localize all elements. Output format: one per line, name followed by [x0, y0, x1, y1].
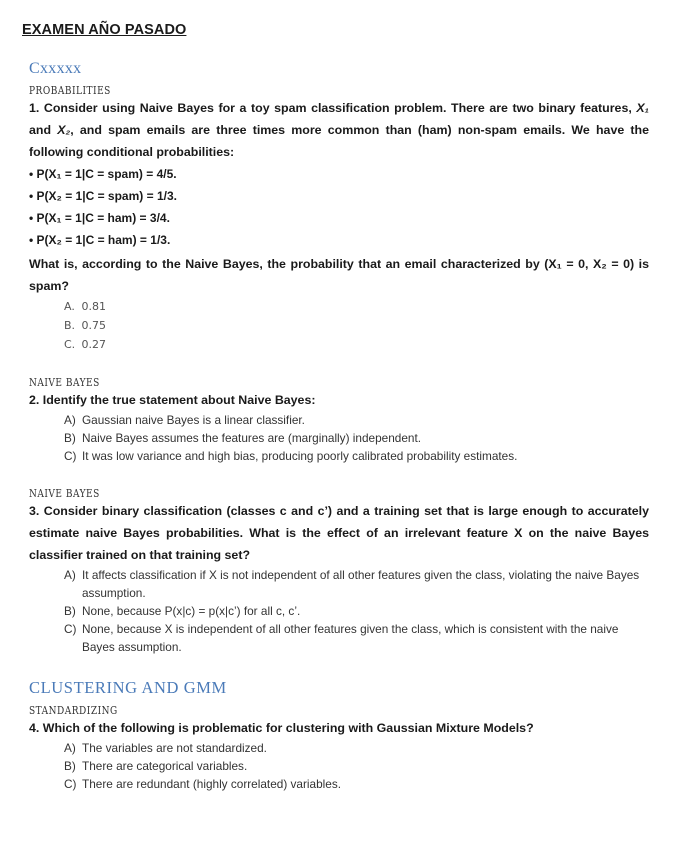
answer-option	[64, 620, 649, 656]
question-text	[29, 389, 649, 411]
question-number: 1.	[29, 101, 40, 115]
option-text: It affects classification if X is not independent of all other features given the class, violating the naive Bayes assumption.	[82, 568, 640, 600]
question-text-part: Consider using Naive Bayes for a toy spam classification problem. There are two binary features,	[43, 101, 637, 115]
question-text	[29, 97, 649, 163]
answer-option	[64, 447, 649, 465]
question-text	[29, 500, 649, 566]
option-letter: A)	[64, 413, 76, 427]
question-text-body: Identify the true statement about Naive Bayes:	[42, 393, 316, 407]
answer-option	[64, 316, 649, 335]
answer-option	[64, 429, 649, 447]
answer-option	[64, 602, 649, 620]
option-letter: B)	[64, 604, 76, 618]
option-text: The variables are not standardized.	[82, 741, 267, 755]
document-title: EXAMEN AÑO PASADO	[22, 22, 187, 38]
option-letter: A)	[64, 741, 76, 755]
option-text: 0.81	[81, 300, 106, 313]
question-3	[29, 500, 649, 656]
option-text: Naive Bayes assumes the features are (marginally) independent.	[82, 431, 422, 445]
section-heading: CLUSTERING AND GMM	[29, 678, 227, 697]
math-variable: X₂	[57, 123, 71, 137]
handwritten-tag: STANDARDIZING	[29, 705, 118, 718]
option-text: It was low variance and high bias, producing poorly calibrated probability estimates.	[82, 449, 518, 463]
answer-option	[64, 411, 649, 429]
question-2	[29, 389, 649, 465]
option-text: 0.75	[81, 319, 106, 332]
question-number: 2.	[29, 393, 40, 407]
option-text: 0.27	[81, 338, 106, 351]
question-followup: What is, according to the Naive Bayes, the probability that an email characterized by (X₁ = 0, X₂ = 0) is spam?	[29, 257, 649, 293]
option-text: None, because X is independent of all other features given the class, which is consistent with the naive Bayes assumption.	[82, 622, 619, 654]
option-text: Gaussian naive Bayes is a linear classifier.	[82, 413, 305, 427]
handwritten-tag: NAIVE BAYES	[29, 488, 100, 501]
document-page	[22, 18, 652, 793]
question-text	[29, 717, 649, 739]
probability-item: • P(X₂ = 1|C = spam) = 1/3.	[29, 189, 177, 203]
option-letter: A.	[64, 300, 75, 313]
question-text-part: , and spam emails are three times more common than (ham) non-spam emails. We have the following conditional probabilities:	[29, 123, 650, 159]
option-letter: C)	[64, 777, 77, 791]
option-letter: C)	[64, 622, 77, 636]
handwritten-tag: NAIVE BAYES	[29, 377, 100, 390]
option-text: There are categorical variables.	[82, 759, 248, 773]
question-text-body: Which of the following is problematic for clustering with Gaussian Mixture Models?	[42, 721, 534, 735]
probability-item: • P(X₂ = 1|C = ham) = 1/3.	[29, 233, 171, 247]
question-number: 3.	[29, 504, 40, 518]
handwritten-tag: PROBABILITIES	[29, 85, 111, 98]
section-heading: Cxxxxx	[29, 60, 82, 77]
probability-item: • P(X₁ = 1|C = ham) = 3/4.	[29, 211, 170, 225]
option-letter: C)	[64, 449, 77, 463]
option-letter: B.	[64, 319, 76, 332]
option-letter: A)	[64, 568, 76, 582]
answer-option	[64, 566, 649, 602]
option-letter: C.	[64, 338, 76, 351]
option-text: There are redundant (highly correlated) variables.	[82, 777, 342, 791]
probability-item: • P(X₁ = 1|C = spam) = 4/5.	[29, 167, 177, 181]
question-text-part: and	[29, 123, 58, 137]
question-4	[29, 717, 649, 793]
question-number: 4.	[29, 721, 40, 735]
question-text-body: Consider binary classification (classes c and c’) and a training set that is large enough to accurately estimate naive Bayes probabilities. What is the effect of an irrelevant feature X on the naive Bayes classifier trained on that training set?	[29, 504, 649, 562]
math-variable: X₁	[636, 101, 649, 115]
option-letter: B)	[64, 759, 76, 773]
answer-option	[64, 335, 649, 354]
option-text: None, because P(x|c) = p(x|c’) for all c, c’.	[82, 604, 301, 618]
answer-option	[64, 739, 649, 757]
answer-option	[64, 757, 649, 775]
answer-option	[64, 297, 649, 316]
question-1	[29, 97, 649, 354]
option-letter: B)	[64, 431, 76, 445]
answer-option	[64, 775, 649, 793]
